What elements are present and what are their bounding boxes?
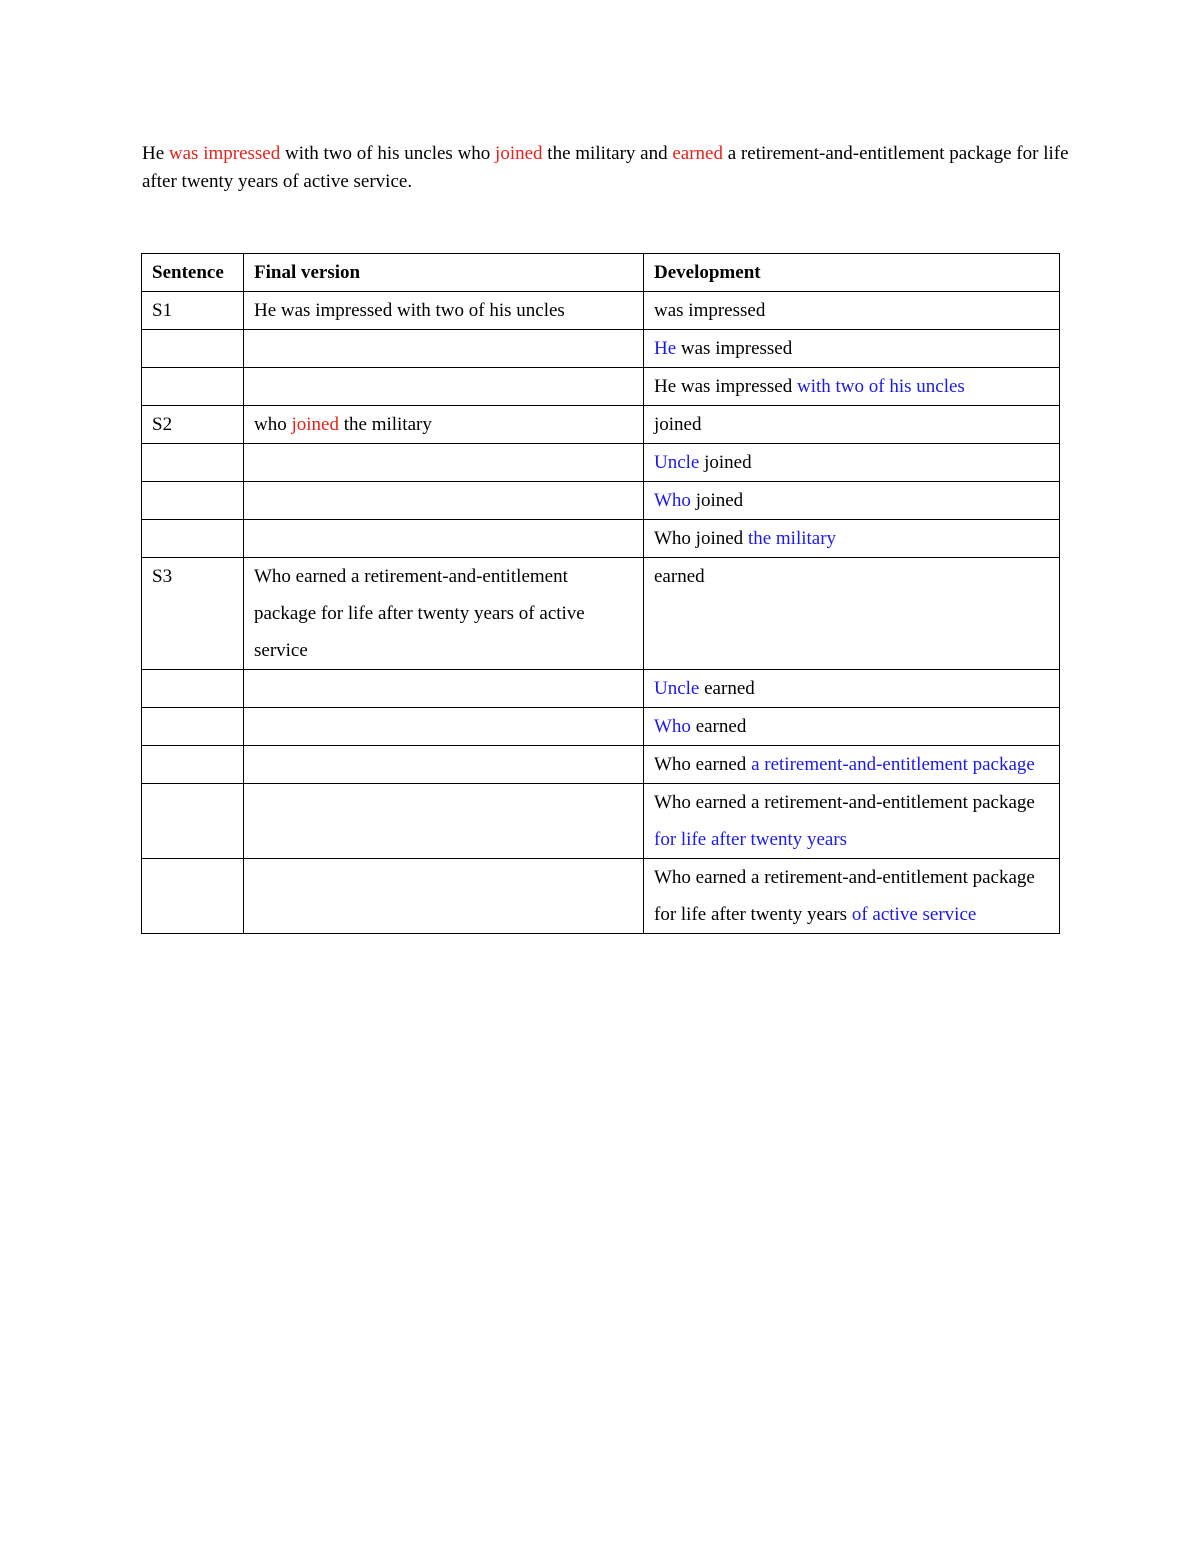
- table-row: [142, 784, 1060, 859]
- cell-sentence: [142, 444, 244, 482]
- table-row: [142, 670, 1060, 708]
- text-segment: Who earned a retirement-and-entitlement package for life after twenty years: [654, 867, 1035, 925]
- cell-sentence: [142, 520, 244, 558]
- cell-final-version: [244, 670, 644, 708]
- text-segment: joined: [699, 452, 752, 473]
- text-segment: He was impressed with two of his uncles: [254, 300, 565, 321]
- text-segment: the military: [338, 414, 432, 435]
- text-segment: was impressed: [654, 300, 766, 321]
- text-segment: joined: [654, 414, 702, 435]
- cell-sentence: [142, 330, 244, 368]
- cell-final-version: [244, 558, 644, 670]
- table-row: [142, 482, 1060, 520]
- cell-final-version: [244, 520, 644, 558]
- cell-sentence: [142, 482, 244, 520]
- highlighted-text-blue: with two of his uncles: [797, 376, 965, 397]
- text-segment: earned: [654, 566, 705, 587]
- text-segment: a retirement-and-entitlement package for life after twenty years of active service.: [142, 143, 1069, 192]
- cell-final-version: [244, 784, 644, 859]
- text-segment: Who earned a retirement-and-entitlement package for life after twenty years of active service: [254, 566, 585, 661]
- highlighted-text-blue: the military: [747, 528, 837, 549]
- cell-sentence: [142, 859, 244, 934]
- cell-final-version: [244, 482, 644, 520]
- table-row: [142, 708, 1060, 746]
- text-segment: earned: [699, 678, 755, 699]
- cell-development: [644, 482, 1060, 520]
- cell-final-version: [244, 708, 644, 746]
- text-segment: Who earned a retirement-and-entitlement package: [654, 792, 1035, 813]
- cell-final-version: [244, 368, 644, 406]
- table-row: [142, 368, 1060, 406]
- development-table: [141, 253, 1060, 934]
- table-row: [142, 746, 1060, 784]
- highlighted-text-red: was impressed: [168, 143, 281, 164]
- cell-development: [644, 859, 1060, 934]
- cell-sentence: S1: [142, 292, 244, 330]
- highlighted-text-blue: a retirement-and-entitlement package: [751, 754, 1035, 775]
- text-segment: He was impressed: [654, 376, 797, 397]
- table-header-row: [142, 254, 1060, 292]
- intro-paragraph: [142, 140, 1072, 196]
- text-segment: joined: [690, 490, 744, 511]
- text-segment: earned: [690, 716, 747, 737]
- text-segment: was impressed: [676, 338, 793, 359]
- cell-sentence: [142, 708, 244, 746]
- cell-final-version: [244, 444, 644, 482]
- cell-sentence: [142, 670, 244, 708]
- table-row: [142, 444, 1060, 482]
- text-segment: who: [254, 414, 292, 435]
- cell-final-version: [244, 406, 644, 444]
- cell-development: [644, 520, 1060, 558]
- cell-sentence: S3: [142, 558, 244, 670]
- text-segment: Who joined: [654, 528, 748, 549]
- cell-sentence: S2: [142, 406, 244, 444]
- cell-development: [644, 784, 1060, 859]
- table-row: [142, 558, 1060, 670]
- cell-development: [644, 444, 1060, 482]
- highlighted-text-red: earned: [672, 143, 723, 164]
- table-row: [142, 406, 1060, 444]
- table-row: [142, 330, 1060, 368]
- cell-development: [644, 406, 1060, 444]
- table-row: [142, 292, 1060, 330]
- cell-development: [644, 708, 1060, 746]
- text-segment: with two of his uncles who: [280, 143, 496, 164]
- text-segment: He: [142, 143, 169, 164]
- cell-final-version: [244, 330, 644, 368]
- table-body: [142, 292, 1060, 934]
- highlighted-text-blue: for life after twenty years: [654, 829, 848, 850]
- highlighted-text-red: joined: [291, 414, 339, 435]
- cell-final-version: [244, 292, 644, 330]
- cell-development: [644, 368, 1060, 406]
- text-segment: Who earned: [654, 754, 752, 775]
- cell-sentence: [142, 784, 244, 859]
- table-row: [142, 859, 1060, 934]
- cell-development: [644, 330, 1060, 368]
- cell-development: [644, 558, 1060, 670]
- highlighted-text-blue: Uncle: [654, 678, 700, 699]
- cell-development: [644, 292, 1060, 330]
- cell-development: [644, 670, 1060, 708]
- highlighted-text-blue: He: [654, 338, 677, 359]
- text-segment: the military and: [542, 143, 673, 164]
- highlighted-text-blue: Uncle: [654, 452, 700, 473]
- cell-development: [644, 746, 1060, 784]
- header-sentence: Sentence: [142, 254, 244, 292]
- highlighted-text-blue: of active service: [851, 904, 977, 925]
- table-row: [142, 520, 1060, 558]
- highlighted-text-blue: Who: [654, 490, 691, 511]
- cell-sentence: [142, 746, 244, 784]
- cell-final-version: [244, 859, 644, 934]
- cell-sentence: [142, 368, 244, 406]
- cell-final-version: [244, 746, 644, 784]
- highlighted-text-blue: Who: [654, 716, 691, 737]
- header-final-version: Final version: [244, 254, 644, 292]
- header-development: Development: [644, 254, 1060, 292]
- highlighted-text-red: joined: [495, 143, 543, 164]
